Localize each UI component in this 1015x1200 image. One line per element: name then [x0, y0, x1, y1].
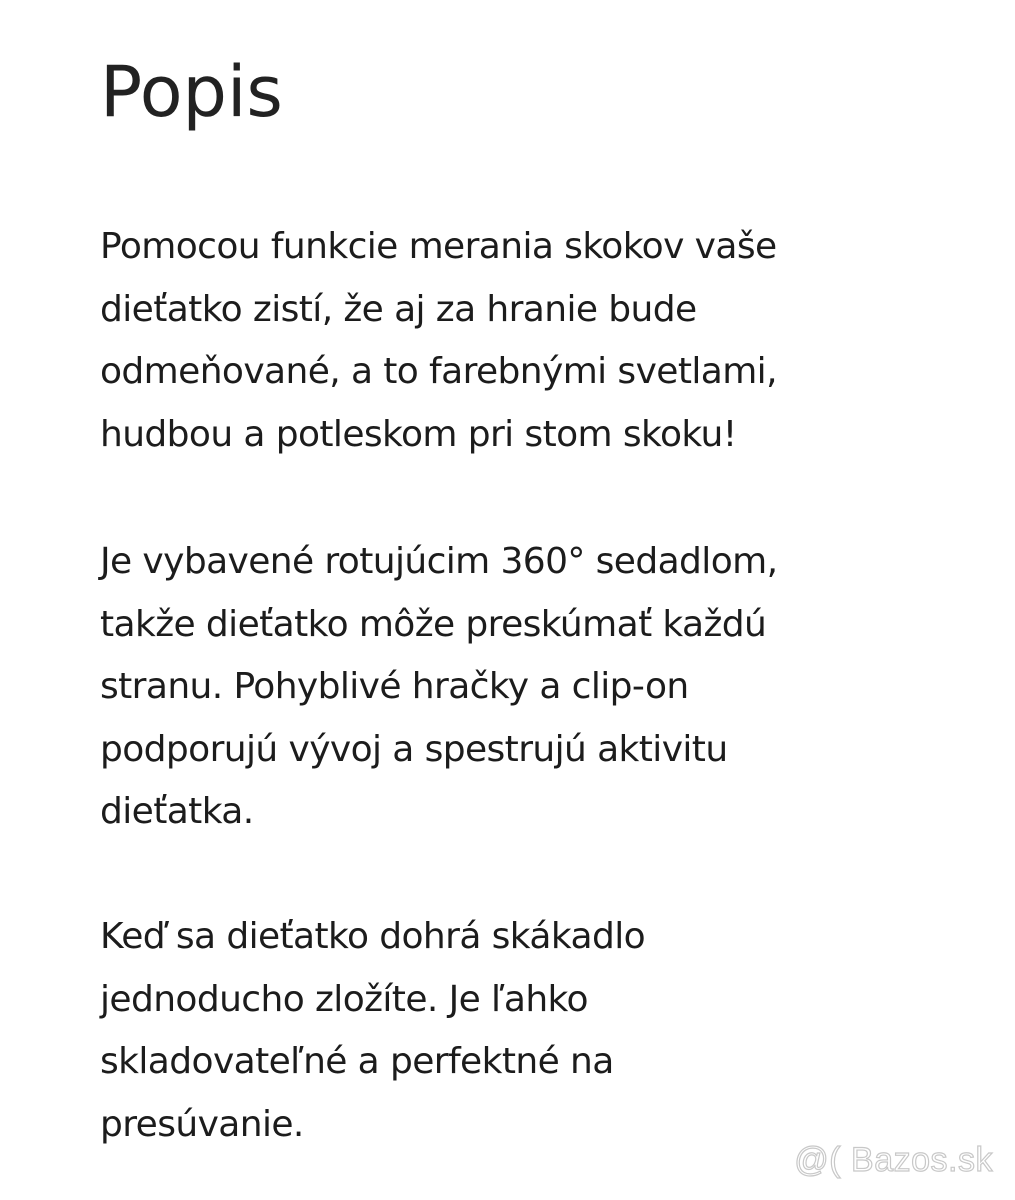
- paragraph-line: podporujú vývoj a spestrujú aktivitu: [100, 728, 728, 770]
- paragraph-line: Je vybavené rotujúcim 360° sedadlom,: [100, 541, 778, 582]
- section-heading: Popis: [100, 51, 283, 133]
- paragraph-line: odmeňované, a to farebnými svetlami,: [100, 351, 777, 392]
- paragraph-line: Keď sa dieťatko dohrá skákadlo: [100, 916, 646, 957]
- paragraph-line: dieťatka.: [100, 791, 254, 832]
- description-paragraph-2: [100, 531, 777, 844]
- description-paragraph-1: [100, 216, 777, 466]
- bazos-watermark: @( Bazos.sk: [794, 1141, 993, 1179]
- paragraph-line: jednoducho zložíte. Je ľahko: [100, 978, 588, 1020]
- description-paragraph-3: [100, 906, 645, 1156]
- paragraph-line: hudbou a potleskom pri stom skoku!: [100, 413, 737, 455]
- paragraph-line: presúvanie.: [100, 1103, 304, 1145]
- paragraph-line: Pomocou funkcie merania skokov vaše: [100, 226, 777, 267]
- paragraph-line: dieťatko zistí, že aj za hranie bude: [100, 288, 697, 330]
- paragraph-line: stranu. Pohyblivé hračky a clip-on: [100, 666, 689, 707]
- paragraph-line: takže dieťatko môže preskúmať každú: [100, 603, 767, 645]
- paragraph-line: skladovateľné a perfektné na: [100, 1041, 614, 1082]
